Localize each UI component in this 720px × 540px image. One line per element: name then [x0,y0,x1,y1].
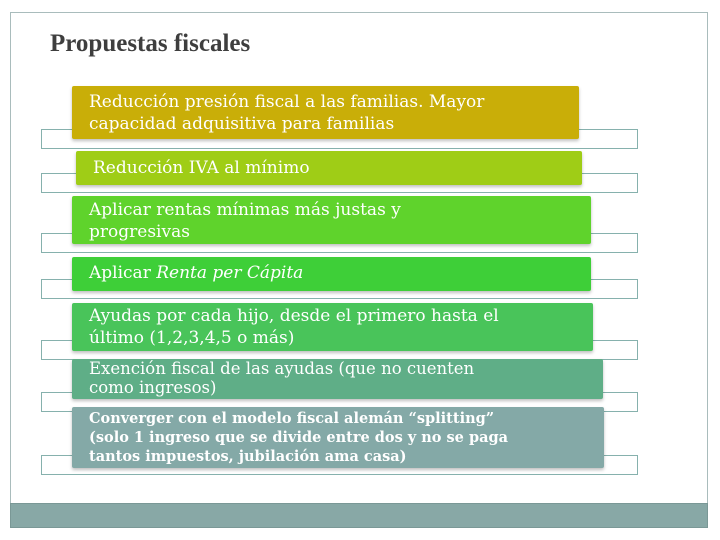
list-item-minimum-income [72,196,591,244]
list-item-splitting [72,407,604,468]
item-text: Reducción IVA al mínimo [93,158,310,178]
list-item-aid-exemption [72,359,603,399]
item-text: Reducción presión fiscal a las familias. Mayor [89,92,485,112]
item-text: Aplicar rentas mínimas más justas y [89,200,401,220]
list-item-family-tax [72,86,579,139]
item-text [89,262,581,284]
slide-title: Propuestas fiscales [50,30,251,57]
list-item-child-aid [72,303,593,351]
item-text: progresivas [89,222,190,242]
item-text: Exención fiscal de las ayudas (que no cuenten [89,359,475,378]
list-item-iva [76,151,582,185]
item-text-italic: Renta per Cápita [156,263,304,283]
item-text: tantos impuestos, jubilación ama casa) [89,448,407,465]
footer-bar [10,503,708,528]
item-text-prefix: Aplicar [89,263,157,283]
item-text: Ayudas por cada hijo, desde el primero hasta el [89,306,499,326]
item-text: (solo 1 ingreso que se divide entre dos y no se paga [89,429,509,446]
item-text: Converger con el modelo fiscal alemán “splitting” [89,410,495,427]
item-text: capacidad adquisitiva para familias [89,114,395,134]
item-text: último (1,2,3,4,5 o más) [89,328,295,348]
list-item-per-capita [72,257,591,291]
item-text: como ingresos) [89,378,217,397]
